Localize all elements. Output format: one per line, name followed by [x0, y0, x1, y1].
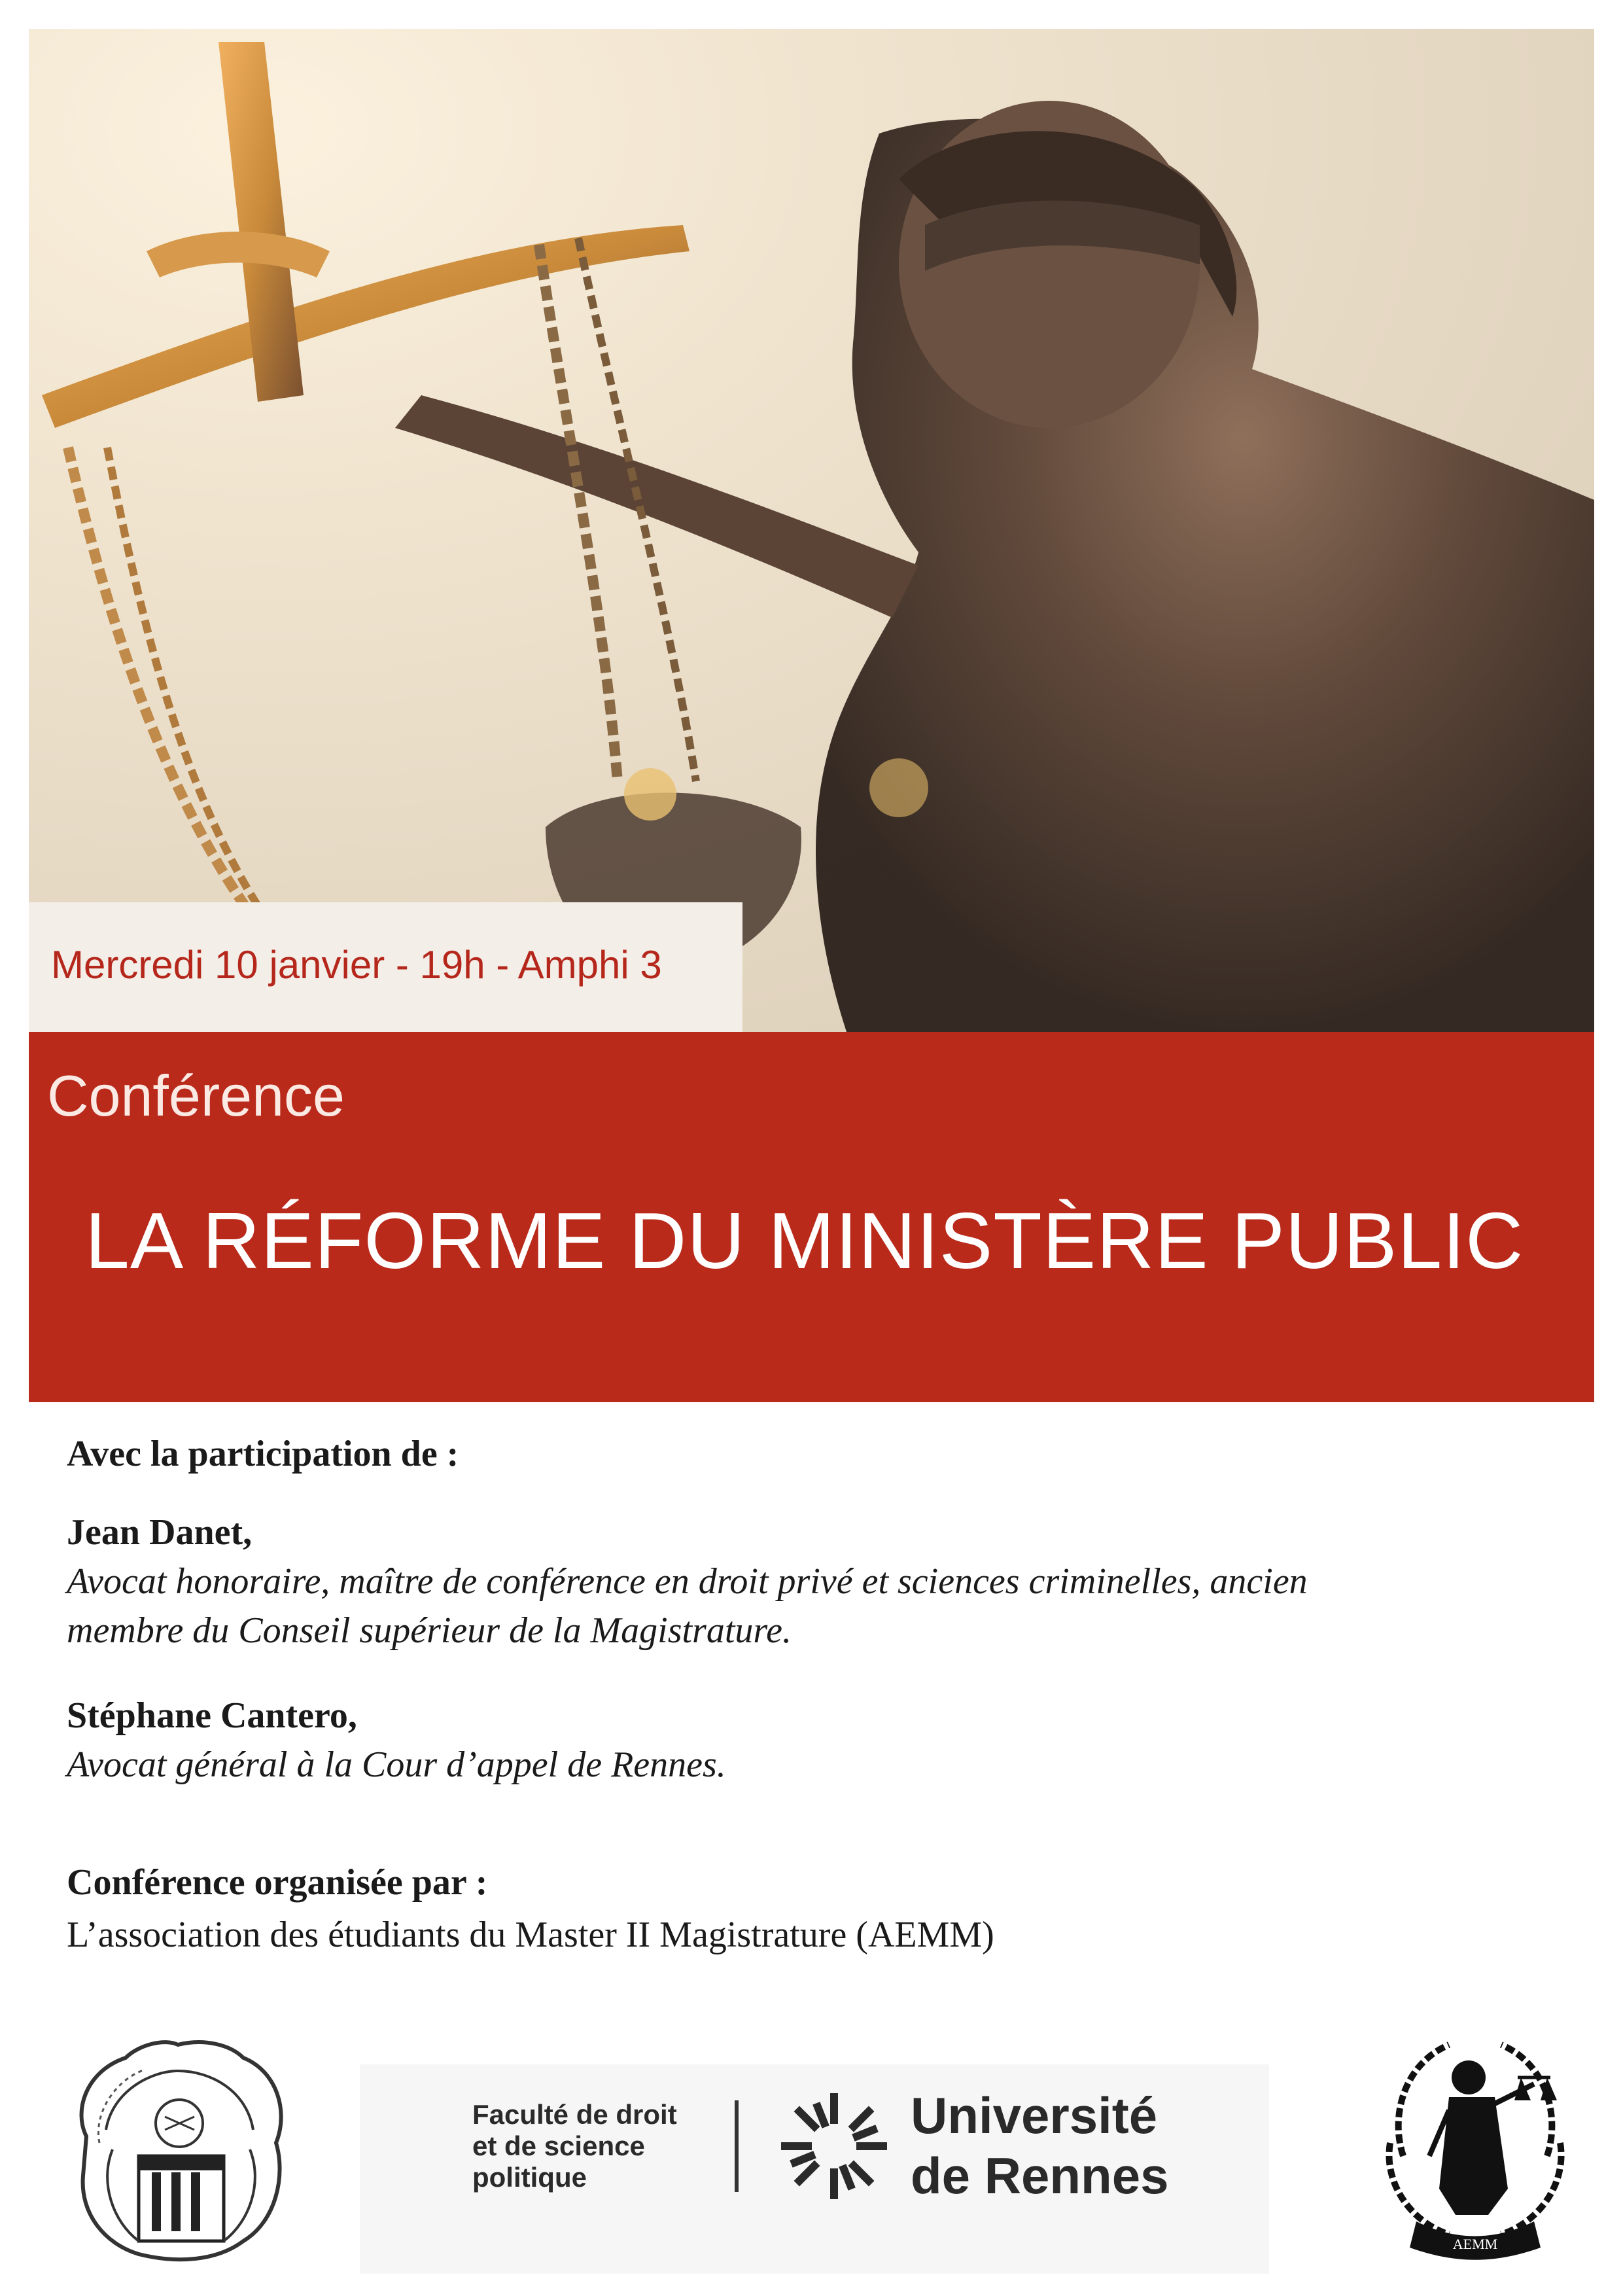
page-title: LA RÉFORME DU MINISTÈRE PUBLIC	[85, 1196, 1524, 1285]
faculty-name-line: et de science	[472, 2130, 645, 2161]
hero-image	[29, 29, 1594, 1032]
organizer-text: L’association des étudiants du Master II Magistrature (AEMM)	[67, 1915, 994, 1955]
participant-role: Avocat général à la Cour d’appel de Rennes.	[67, 1744, 726, 1785]
aemm-ribbon-text: AEMM	[1452, 2236, 1498, 2252]
university-name-line: de Rennes	[911, 2147, 1169, 2204]
university-name-line: Université	[911, 2087, 1158, 2144]
organizer-heading: Conférence organisée par :	[67, 1862, 488, 1903]
faculty-name-line: politique	[472, 2162, 587, 2193]
lady-justice-photo-icon	[29, 29, 1594, 1032]
participant-name: Jean Danet,	[67, 1512, 253, 1553]
participant-role: Avocat honoraire, maître de conférence en droit privé et sciences criminelles, ancien	[67, 1561, 1308, 1602]
participant-name: Stéphane Cantero,	[67, 1695, 357, 1736]
event-date: Mercredi 10 janvier - 19h - Amphi 3	[51, 943, 662, 987]
participants-heading: Avec la participation de :	[67, 1434, 459, 1474]
university-star-icon	[778, 2091, 890, 2202]
participant-role-cont: membre du Conseil supérieur de la Magistrature.	[67, 1610, 792, 1651]
logo-divider	[735, 2100, 739, 2192]
lady-justice-icon	[1377, 2025, 1573, 2267]
banner-kicker: Conférence	[47, 1063, 345, 1128]
faculty-seal-icon	[60, 2032, 296, 2267]
faculty-name-line: Faculté de droit	[472, 2099, 677, 2130]
